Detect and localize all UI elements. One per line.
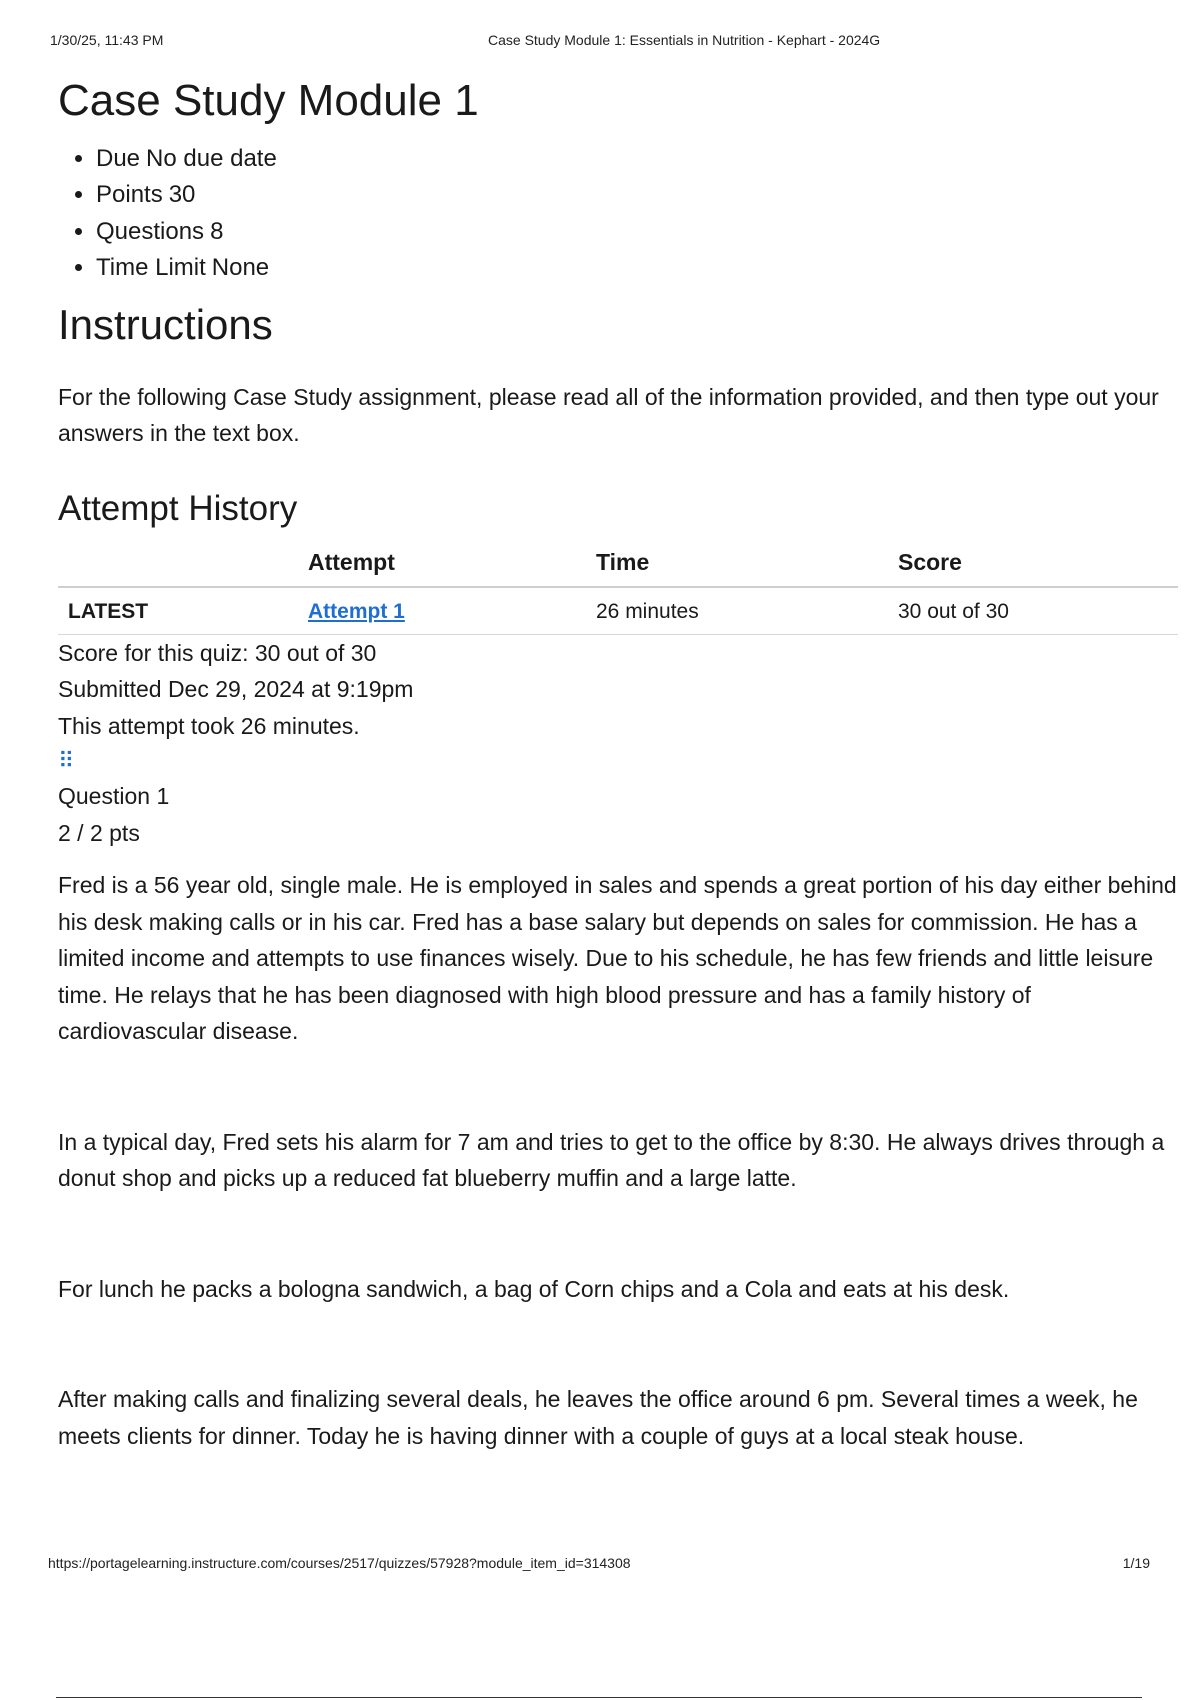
case-paragraph: For lunch he packs a bologna sandwich, a bag of Corn chips and a Cola and eats at his desk. [58,1275,1010,1302]
table-header-row [58,543,1178,587]
instructions-title: Instructions [58,300,273,348]
meta-value: None [211,254,270,282]
drag-handle-icon[interactable]: ⠿ [58,748,73,774]
meta-time-limit [96,250,1178,287]
case-paragraph: After making calls and finalizing several deals, he leaves the office around 6 pm. Several times a week, he meets clients for dinner. Today he is having dinner with a couple of guys at a local steak house. [58,1386,1138,1449]
question-label: Question 1 [58,783,170,810]
page-number: 1/19 [1122,1555,1150,1571]
attempt-duration: This attempt took 26 minutes. [58,712,360,739]
latest-tag: LATEST [58,587,308,635]
quiz-title: Case Study Module 1 [58,76,479,125]
header-blank [58,543,308,587]
page-divider [56,1697,1142,1698]
meta-label: Time Limit [96,254,206,282]
header-score: Score [898,543,1178,587]
meta-points [96,177,1178,214]
quiz-score: Score for this quiz: 30 out of 30 [58,639,377,666]
print-doc-title: Case Study Module 1: Essentials in Nutrition - Kephart - 2024G [488,32,881,48]
attempt-history-title: Attempt History [58,488,298,528]
meta-label: Questions [96,217,205,245]
quiz-content [58,70,1178,1454]
submitted-at: Submitted Dec 29, 2024 at 9:19pm [58,676,414,703]
instructions-text: For the following Case Study assignment, please read all of the information provided, and then type out your answers in the text box. [58,383,1159,446]
meta-value: 8 [210,217,224,245]
case-paragraph: Fred is a 56 year old, single male. He is employed in sales and spends a great portion of his day either behind his desk making calls or in his car. Fred has a base salary but depends on sales for commission. He has a limited income and attempts to use finances wisely. Due to his schedule, he has few friends and little leisure time. He relays that he has been diagnosed with high blood pressure and has a family history of cardiovascular disease. [58,872,1177,1045]
meta-due [96,141,1178,178]
meta-label: Due [96,144,141,172]
meta-value: No due date [146,144,277,172]
header-attempt: Attempt [308,543,596,587]
meta-label: Points [96,181,163,209]
table-row [58,587,1178,635]
time-cell: 26 minutes [596,587,898,635]
header-time: Time [596,543,898,587]
attempt-cell [308,587,596,635]
question-points: 2 / 2 pts [58,819,140,846]
meta-questions [96,214,1178,251]
attempt-summary [58,635,1178,745]
question-body [58,867,1178,1454]
quiz-meta-list [58,141,1178,287]
print-date: 1/30/25, 11:43 PM [50,32,164,48]
question-header [58,778,1178,851]
case-paragraph: In a typical day, Fred sets his alarm for 7 am and tries to get to the office by 8:30. He always drives through a donut shop and picks up a reduced fat blueberry muffin and a large latte. [58,1128,1165,1192]
attempt-1-link[interactable]: Attempt 1 [308,599,405,623]
meta-value: 30 [168,181,196,209]
attempt-history-table [58,543,1178,635]
print-url: https://portagelearning.instructure.com/courses/2517/quizzes/57928?module_item_id=314308 [48,1555,631,1571]
score-cell: 30 out of 30 [898,587,1178,635]
